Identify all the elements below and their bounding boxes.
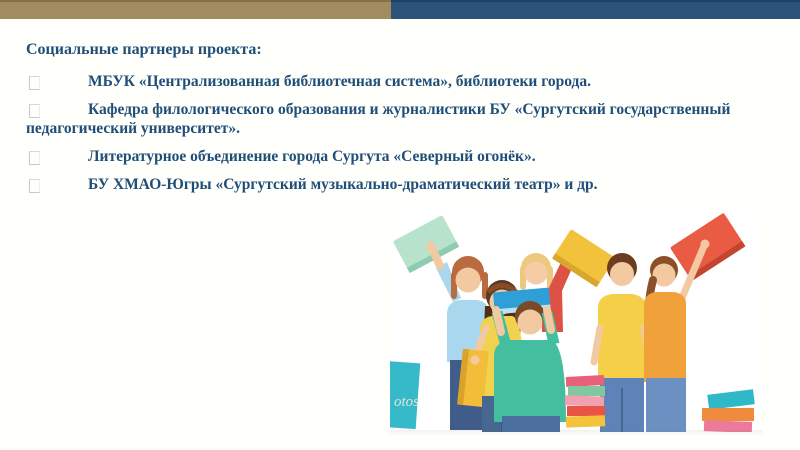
bullet-item-3 xyxy=(26,147,770,166)
children-photo xyxy=(390,210,762,432)
watermark-text: otos xyxy=(394,394,420,410)
square-bullet-icon xyxy=(29,104,40,118)
square-bullet-icon xyxy=(29,151,40,165)
mint-book-raised xyxy=(393,215,459,273)
bullet-text: МБУК «Централизованная библиотечная система», библиотеки города. xyxy=(88,73,592,90)
slide-title: Социальные партнеры проекта: xyxy=(26,41,262,58)
bullet-text: Кафедра филологического образования и журналистики БУ «Сургутский государственный педагогический университет». xyxy=(26,101,731,137)
bullet-item-2 xyxy=(26,100,770,138)
accent-bar-blue-segment xyxy=(391,0,800,19)
slide-body-text xyxy=(26,40,770,203)
book-stack-right xyxy=(702,389,755,432)
square-bullet-icon xyxy=(29,76,40,90)
accent-bar-tan-segment xyxy=(0,0,391,19)
photo-bottom-shadow xyxy=(390,430,762,435)
top-accent-bar xyxy=(0,0,800,19)
book-stack-center xyxy=(565,375,605,428)
bullet-item-4 xyxy=(26,175,770,194)
square-bullet-icon xyxy=(29,179,40,193)
bullet-text: БУ ХМАО-Югры «Сургутский музыкально-драматический театр» и др. xyxy=(88,176,598,193)
bullet-text: Литературное объединение города Сургута «Северный огонёк». xyxy=(88,148,536,165)
bullet-item-1 xyxy=(26,72,770,91)
